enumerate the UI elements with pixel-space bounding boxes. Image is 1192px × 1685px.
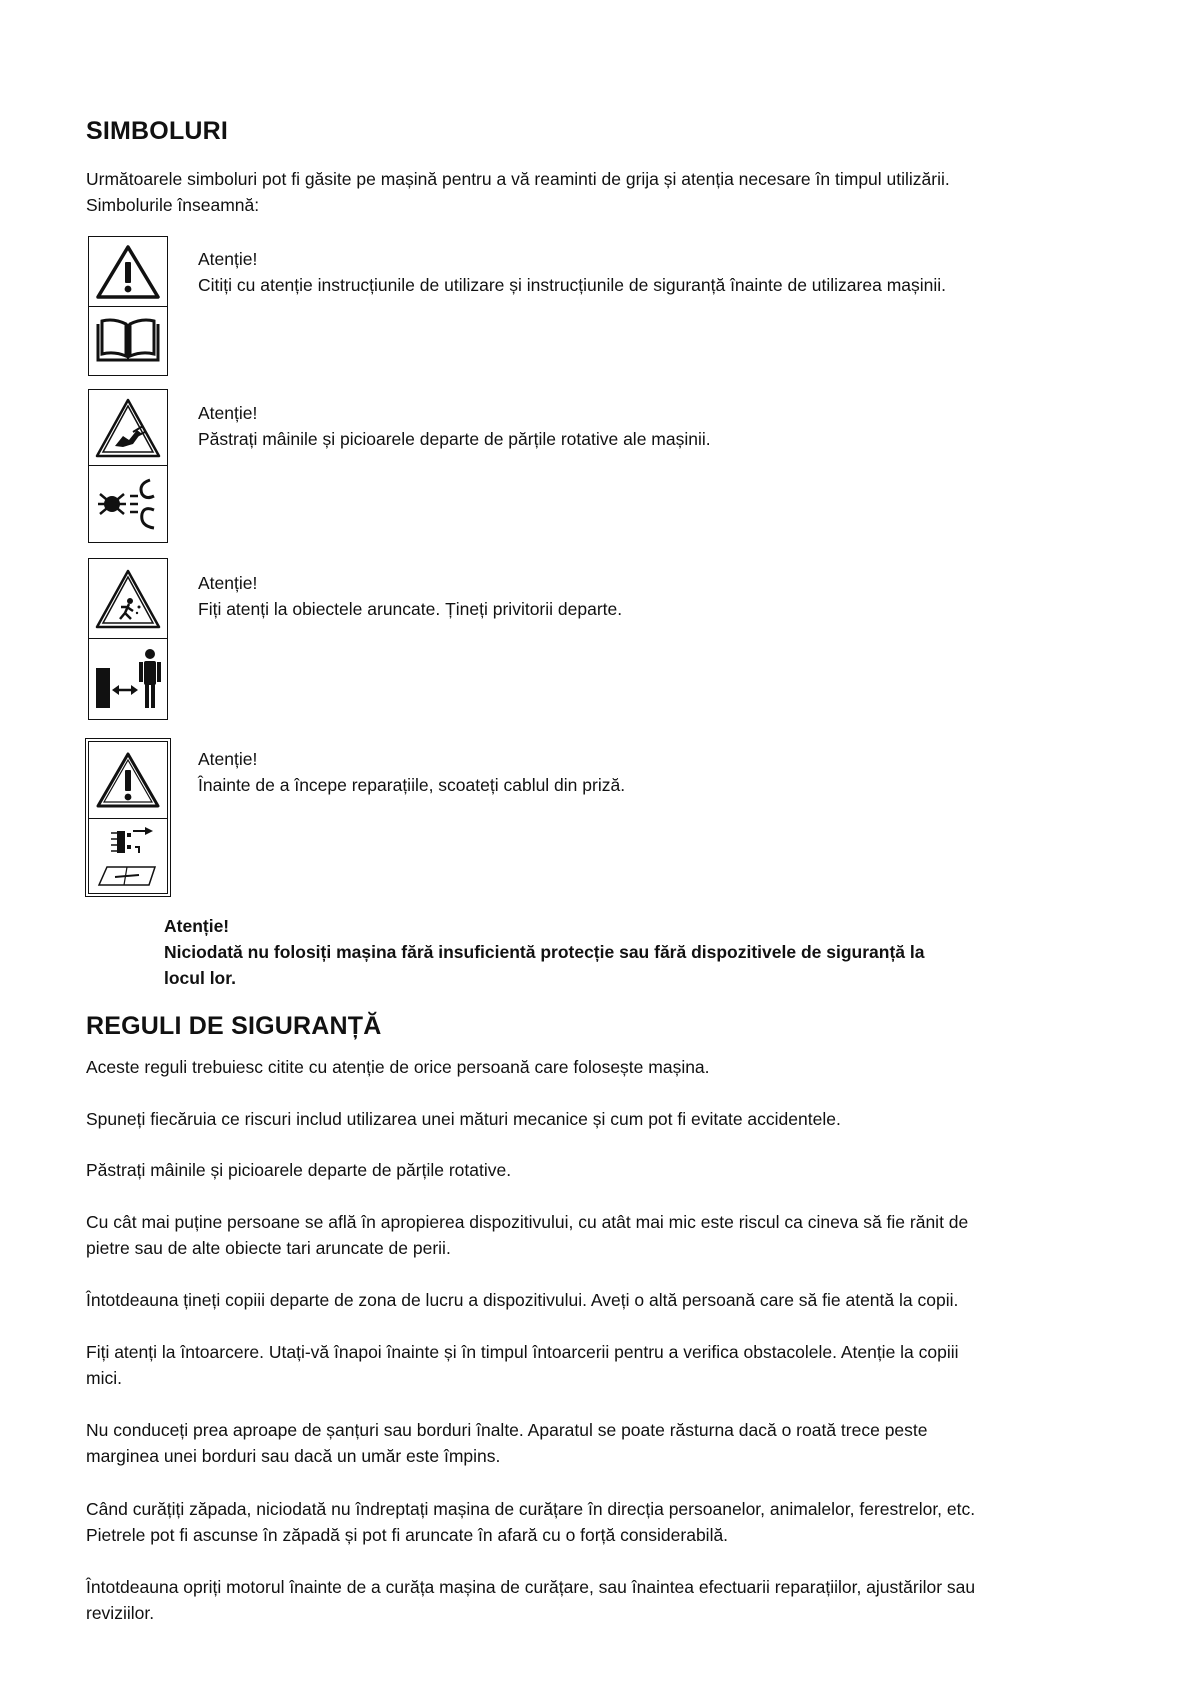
rule-paragraph-1: Aceste reguli trebuiesc citite cu atenție de orice persoană care folosește mașina. (86, 1057, 710, 1077)
rule-paragraph-9-line2: reviziilor. (86, 1603, 155, 1623)
final-warning-line1: Niciodată nu folosiți mașina fără insuficientă protecție sau fără dispozitivele de siguranță la (164, 942, 925, 962)
rule-paragraph-7-line2: marginea unei borduri sau dacă un umăr este împins. (86, 1446, 501, 1466)
symbol-4-heading: Atenție! (198, 749, 258, 769)
symbol-3-text: Fiți atenți la obiectele aruncate. Țineți privitorii departe. (198, 599, 623, 619)
rule-paragraph-3: Păstrați mâinile și picioarele departe de părțile rotative. (86, 1160, 512, 1180)
rule-paragraph-8-line2: Pietrele pot fi ascunse în zăpadă și pot fi aruncate în afară cu o forță considerabilă. (86, 1525, 729, 1545)
rule-paragraph-6-line1: Fiți atenți la întoarcere. Utați-vă înapoi înainte și în timpul întoarcerii pentru a verifica obstacolele. Atenție la copiii (86, 1342, 959, 1362)
symbol-box-1 (88, 236, 168, 376)
symbol-box-2 (88, 389, 168, 543)
symbol-2-text: Păstrați mâinile și picioarele departe de părțile rotative ale mașinii. (198, 429, 711, 449)
section-title-symbols: SIMBOLURI (86, 117, 229, 145)
symbol-3-heading: Atenție! (198, 573, 258, 593)
rule-paragraph-8-line1: Când curățiți zăpada, niciodată nu îndreptați mașina de curățare în direcția persoanelor, animalelor, ferestrelor, etc. (86, 1499, 976, 1519)
keep-distance-icon (89, 639, 167, 718)
symbols-intro-line2: Simbolurile înseamnă: (86, 195, 260, 215)
symbol-1-heading: Atenție! (198, 249, 258, 269)
rule-paragraph-5: Întotdeauna țineți copiii departe de zona de lucru a dispozitivului. Aveți o altă persoană care să fie atentă la copii. (86, 1290, 959, 1310)
rule-paragraph-7-line1: Nu conduceți prea aproape de șanțuri sau borduri înalte. Aparatul se poate răsturna dacă o roată trece peste (86, 1420, 928, 1440)
rule-paragraph-4-line1: Cu cât mai puține persoane se află în apropierea dispozitivului, cu atât mai mic este riscul ca cineva să fie rănit de (86, 1212, 969, 1232)
symbol-4-text: Înainte de a începe reparațiile, scoateți cablul din priză. (198, 775, 626, 795)
thrown-objects-warning-icon (89, 559, 167, 639)
symbol-box-4 (88, 741, 168, 894)
symbol-box-3 (88, 558, 168, 720)
section-title-safety-rules: REGULI DE SIGURANȚĂ (86, 1012, 382, 1040)
warning-triangle-icon (89, 237, 167, 307)
open-book-icon (89, 307, 167, 374)
hand-injury-warning-icon (89, 390, 167, 466)
rule-paragraph-4-line2: pietre sau de alte obiecte tari aruncate de perii. (86, 1238, 451, 1258)
rotating-parts-icon (89, 466, 167, 541)
warning-triangle-icon (89, 742, 167, 819)
symbol-1-text: Citiți cu atenție instrucțiunile de utilizare și instrucțiunile de siguranță înainte de utilizarea mașinii. (198, 275, 947, 295)
symbols-intro-line1: Următoarele simboluri pot fi găsite pe mașină pentru a vă reaminti de grija și atenția necesare în timpul utilizării. (86, 169, 950, 189)
unplug-before-repair-icon (89, 819, 167, 892)
rule-paragraph-2: Spuneți fiecăruia ce riscuri includ utilizarea unei mături mecanice și cum pot fi evitate accidentele. (86, 1109, 841, 1129)
final-warning-line2: locul lor. (164, 968, 236, 988)
symbol-2-heading: Atenție! (198, 403, 258, 423)
rule-paragraph-9-line1: Întotdeauna opriți motorul înainte de a curăța mașina de curățare, sau înaintea efectuarii reparațiilor, ajustărilor sau (86, 1577, 976, 1597)
final-warning-heading: Atenție! (164, 916, 230, 936)
rule-paragraph-6-line2: mici. (86, 1368, 122, 1388)
